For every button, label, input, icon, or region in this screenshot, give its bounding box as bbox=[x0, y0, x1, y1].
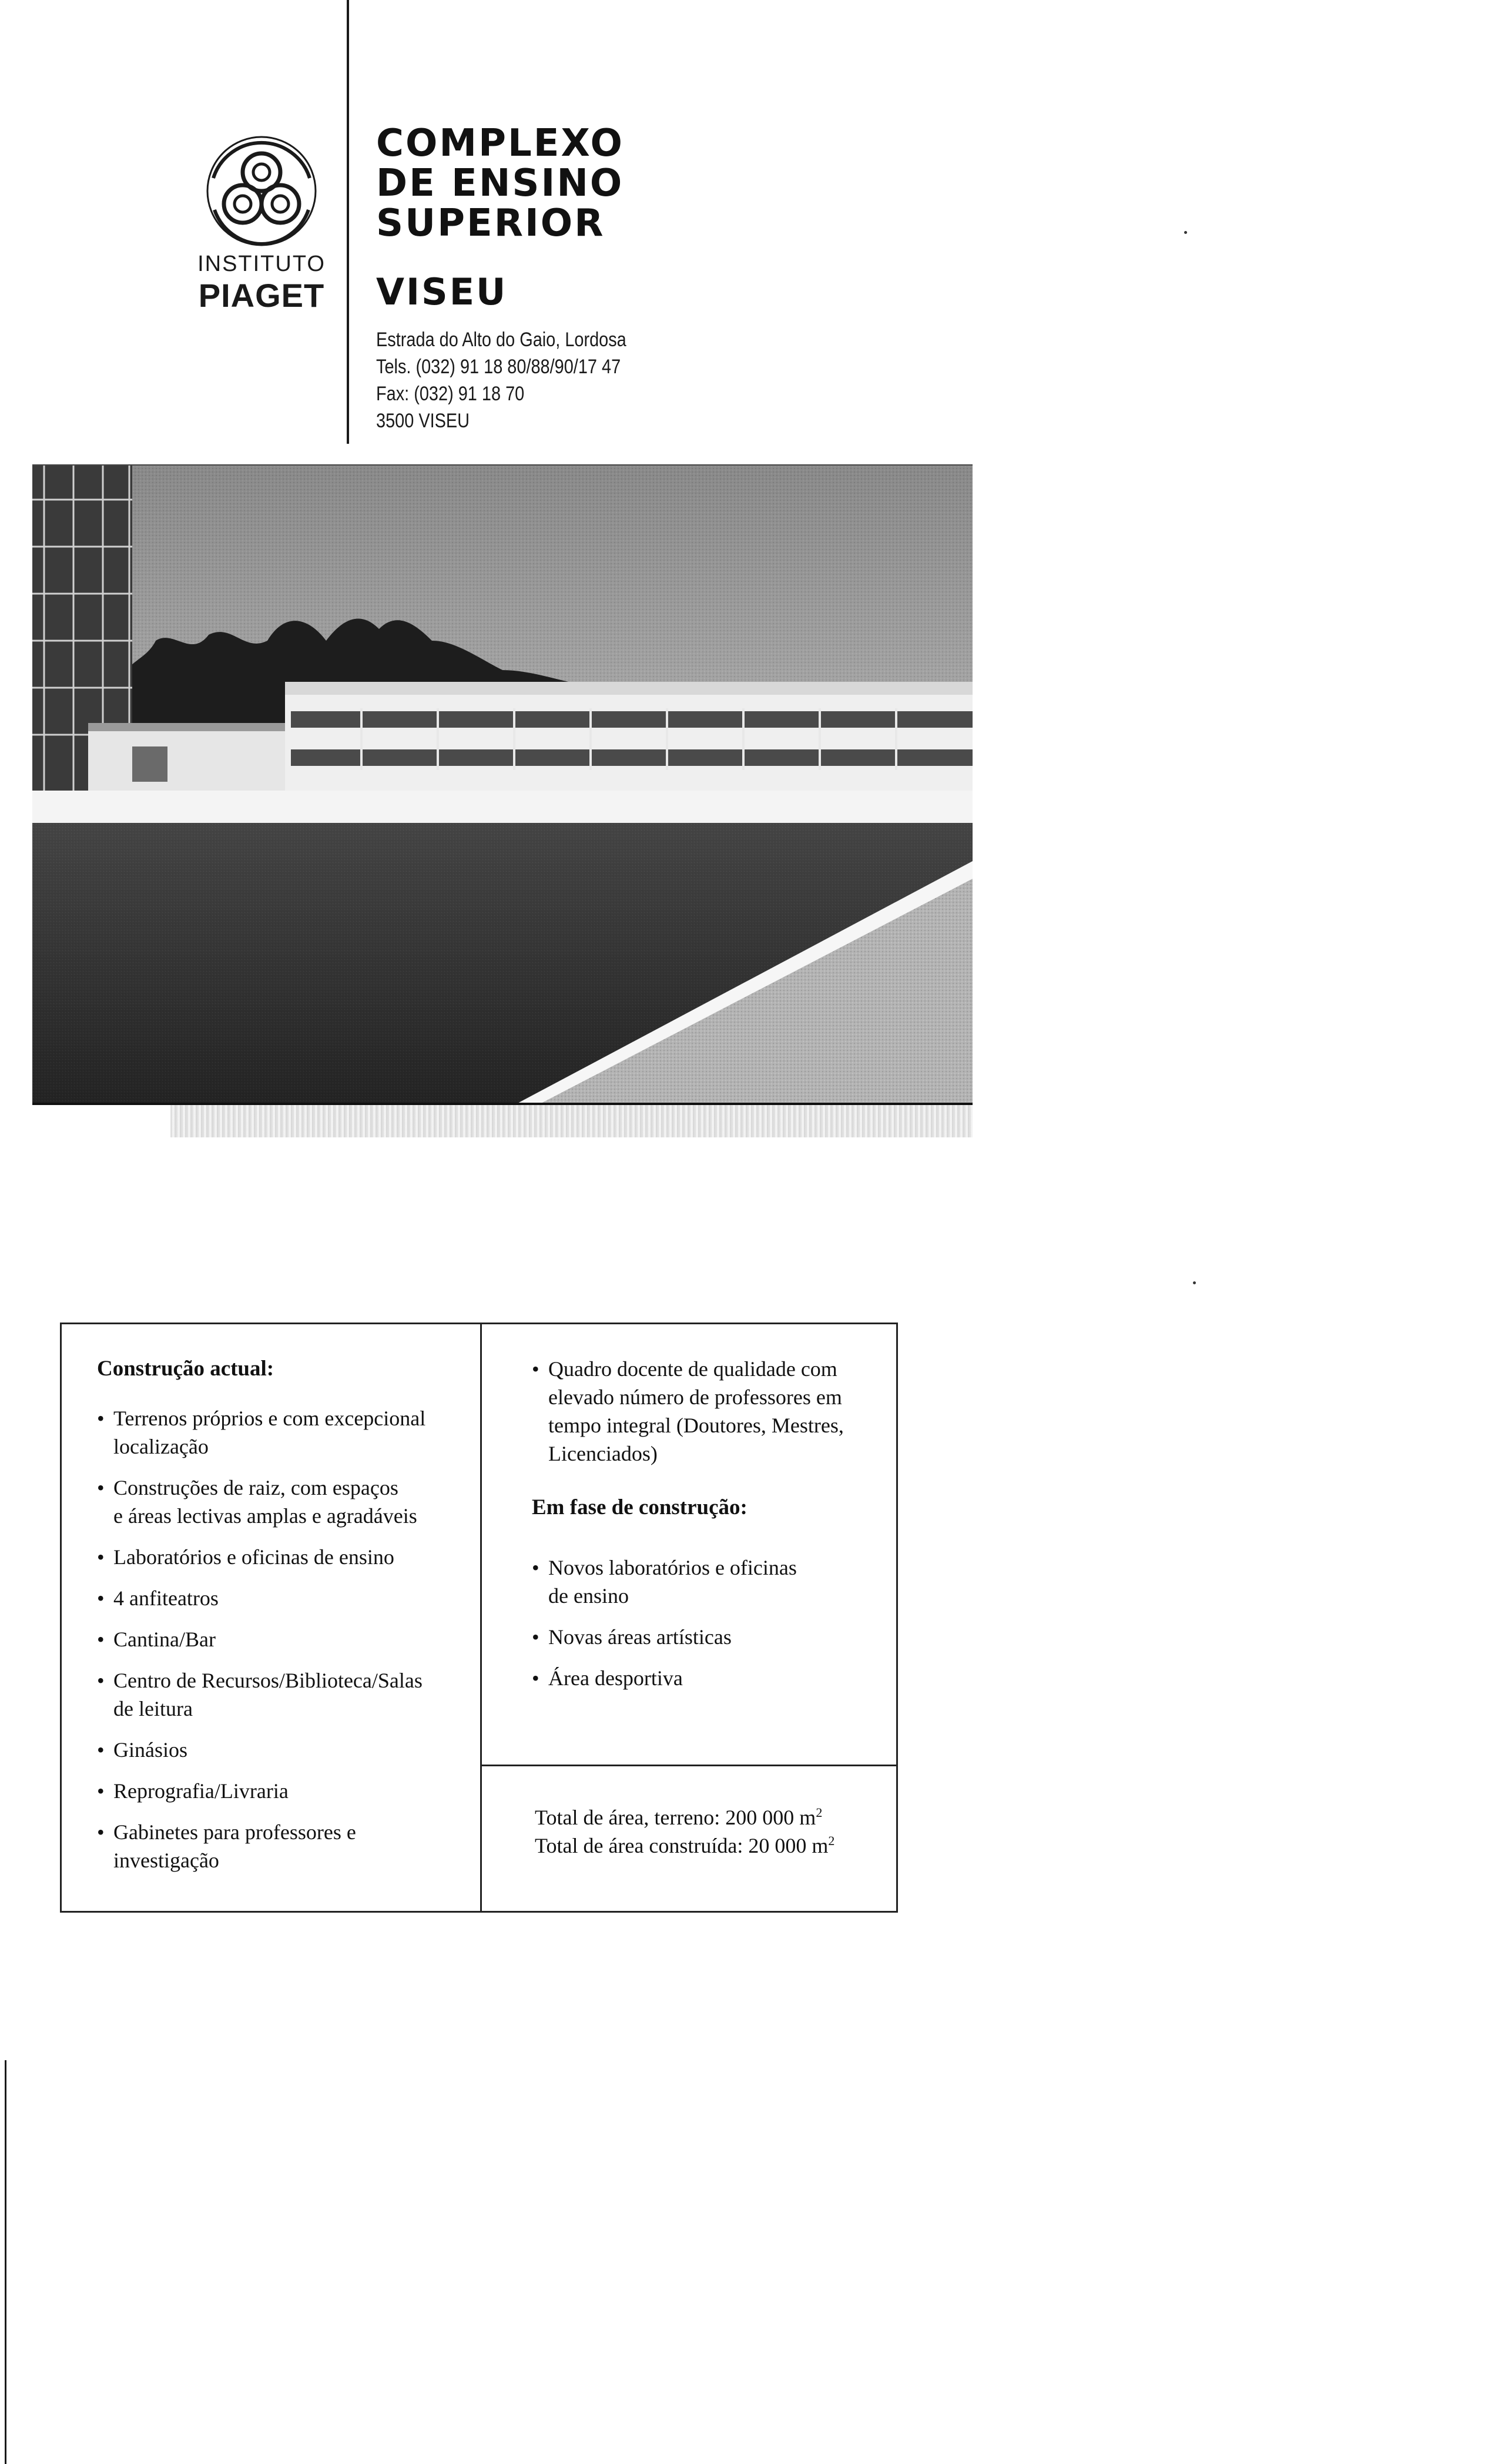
fax-line: Fax: (032) 91 18 70 bbox=[376, 383, 525, 405]
address-block bbox=[376, 326, 776, 434]
logo-text-line1: INSTITUTO bbox=[197, 252, 326, 276]
list-item-line: de ensino bbox=[548, 1584, 629, 1608]
list-item-line: Laboratórios e oficinas de ensino bbox=[113, 1545, 394, 1569]
list-item-line: Cantina/Bar bbox=[113, 1628, 216, 1651]
section-heading: Construção actual: bbox=[97, 1357, 274, 1381]
list-item-line: Quadro docente de qualidade com bbox=[548, 1357, 837, 1381]
city-name: VISEU bbox=[376, 270, 508, 313]
list-item bbox=[97, 1543, 450, 1571]
logo-text-line2: PIAGET bbox=[198, 277, 325, 314]
list-item-line: investigação bbox=[113, 1849, 219, 1872]
list-item bbox=[97, 1736, 450, 1764]
campus-building-photo bbox=[32, 464, 973, 1105]
scan-margin-line bbox=[5, 2060, 6, 2464]
column-divider bbox=[480, 1323, 482, 1913]
list-item bbox=[97, 1666, 450, 1723]
list-item-line: Reprografia/Livraria bbox=[113, 1779, 289, 1803]
list-item bbox=[97, 1777, 450, 1805]
list-item-line: de leitura bbox=[113, 1697, 193, 1720]
list-item bbox=[532, 1554, 861, 1610]
list-item-line: elevado número de professores em bbox=[548, 1385, 842, 1409]
list-item bbox=[532, 1623, 861, 1651]
list-item-line: Novos laboratórios e oficinas bbox=[548, 1556, 797, 1579]
bullet-glyph: • bbox=[97, 1628, 105, 1651]
list-item-line: Construções de raiz, com espaços bbox=[113, 1476, 398, 1499]
totals-divider bbox=[480, 1765, 898, 1766]
bullet-glyph: • bbox=[532, 1625, 539, 1649]
page-title bbox=[376, 123, 787, 243]
section-heading: Em fase de construção: bbox=[532, 1495, 748, 1519]
list-item-line: tempo integral (Doutores, Mestres, bbox=[548, 1414, 844, 1437]
list-item-line: e áreas lectivas amplas e agradáveis bbox=[113, 1504, 417, 1528]
list-item bbox=[97, 1404, 450, 1461]
photo-scan-shadow bbox=[170, 1105, 973, 1137]
bullet-glyph: • bbox=[532, 1556, 539, 1579]
list-item bbox=[97, 1818, 450, 1874]
list-item-line: Terrenos próprios e com excepcional bbox=[113, 1407, 426, 1430]
unit-superscript: 2 bbox=[828, 1833, 835, 1848]
total-land-label: Total de área, terreno: 200 000 m bbox=[535, 1806, 816, 1829]
bullet-glyph: • bbox=[97, 1545, 105, 1569]
header-divider bbox=[347, 0, 349, 444]
planned-construction-column bbox=[532, 1355, 861, 1692]
list-item-line: Novas áreas artísticas bbox=[548, 1625, 732, 1649]
list-item-line: Ginásios bbox=[113, 1738, 187, 1762]
triskelion-icon bbox=[203, 132, 320, 250]
address-line: Estrada do Alto do Gaio, Lordosa bbox=[376, 329, 626, 351]
postal-line: 3500 VISEU bbox=[376, 410, 470, 432]
title-line: SUPERIOR bbox=[376, 202, 605, 245]
bullet-glyph: • bbox=[97, 1407, 105, 1430]
current-construction-column bbox=[97, 1355, 450, 1874]
bullet-glyph: • bbox=[97, 1820, 105, 1844]
total-built-area bbox=[535, 1832, 887, 1860]
bullet-glyph: • bbox=[532, 1357, 539, 1381]
list-item bbox=[97, 1474, 450, 1530]
total-land-area bbox=[535, 1803, 887, 1832]
bullet-glyph: • bbox=[97, 1586, 105, 1610]
list-item-line: Área desportiva bbox=[548, 1666, 683, 1690]
unit-superscript: 2 bbox=[816, 1805, 823, 1820]
list-item-line: localização bbox=[113, 1435, 209, 1458]
area-totals bbox=[535, 1803, 887, 1860]
phone-line: Tels. (032) 91 18 80/88/90/17 47 bbox=[376, 356, 621, 378]
list-item bbox=[97, 1584, 450, 1612]
list-item-line: Licenciados) bbox=[548, 1442, 658, 1465]
list-item bbox=[97, 1625, 450, 1653]
title-line: DE ENSINO bbox=[376, 162, 624, 205]
title-line: COMPLEXO bbox=[376, 122, 624, 165]
list-item-line: 4 anfiteatros bbox=[113, 1586, 219, 1610]
bullet-glyph: • bbox=[97, 1779, 105, 1803]
bullet-glyph: • bbox=[97, 1669, 105, 1692]
list-item bbox=[532, 1664, 861, 1692]
list-item-line: Centro de Recursos/Biblioteca/Salas bbox=[113, 1669, 423, 1692]
scan-speck bbox=[1193, 1281, 1196, 1284]
list-item-line: Gabinetes para professores e bbox=[113, 1820, 356, 1844]
list-item bbox=[532, 1355, 861, 1468]
total-built-label: Total de área construída: 20 000 m bbox=[535, 1834, 829, 1857]
bullet-glyph: • bbox=[97, 1738, 105, 1762]
bullet-glyph: • bbox=[97, 1476, 105, 1499]
bullet-glyph: • bbox=[532, 1666, 539, 1690]
scan-speck bbox=[1184, 231, 1187, 234]
